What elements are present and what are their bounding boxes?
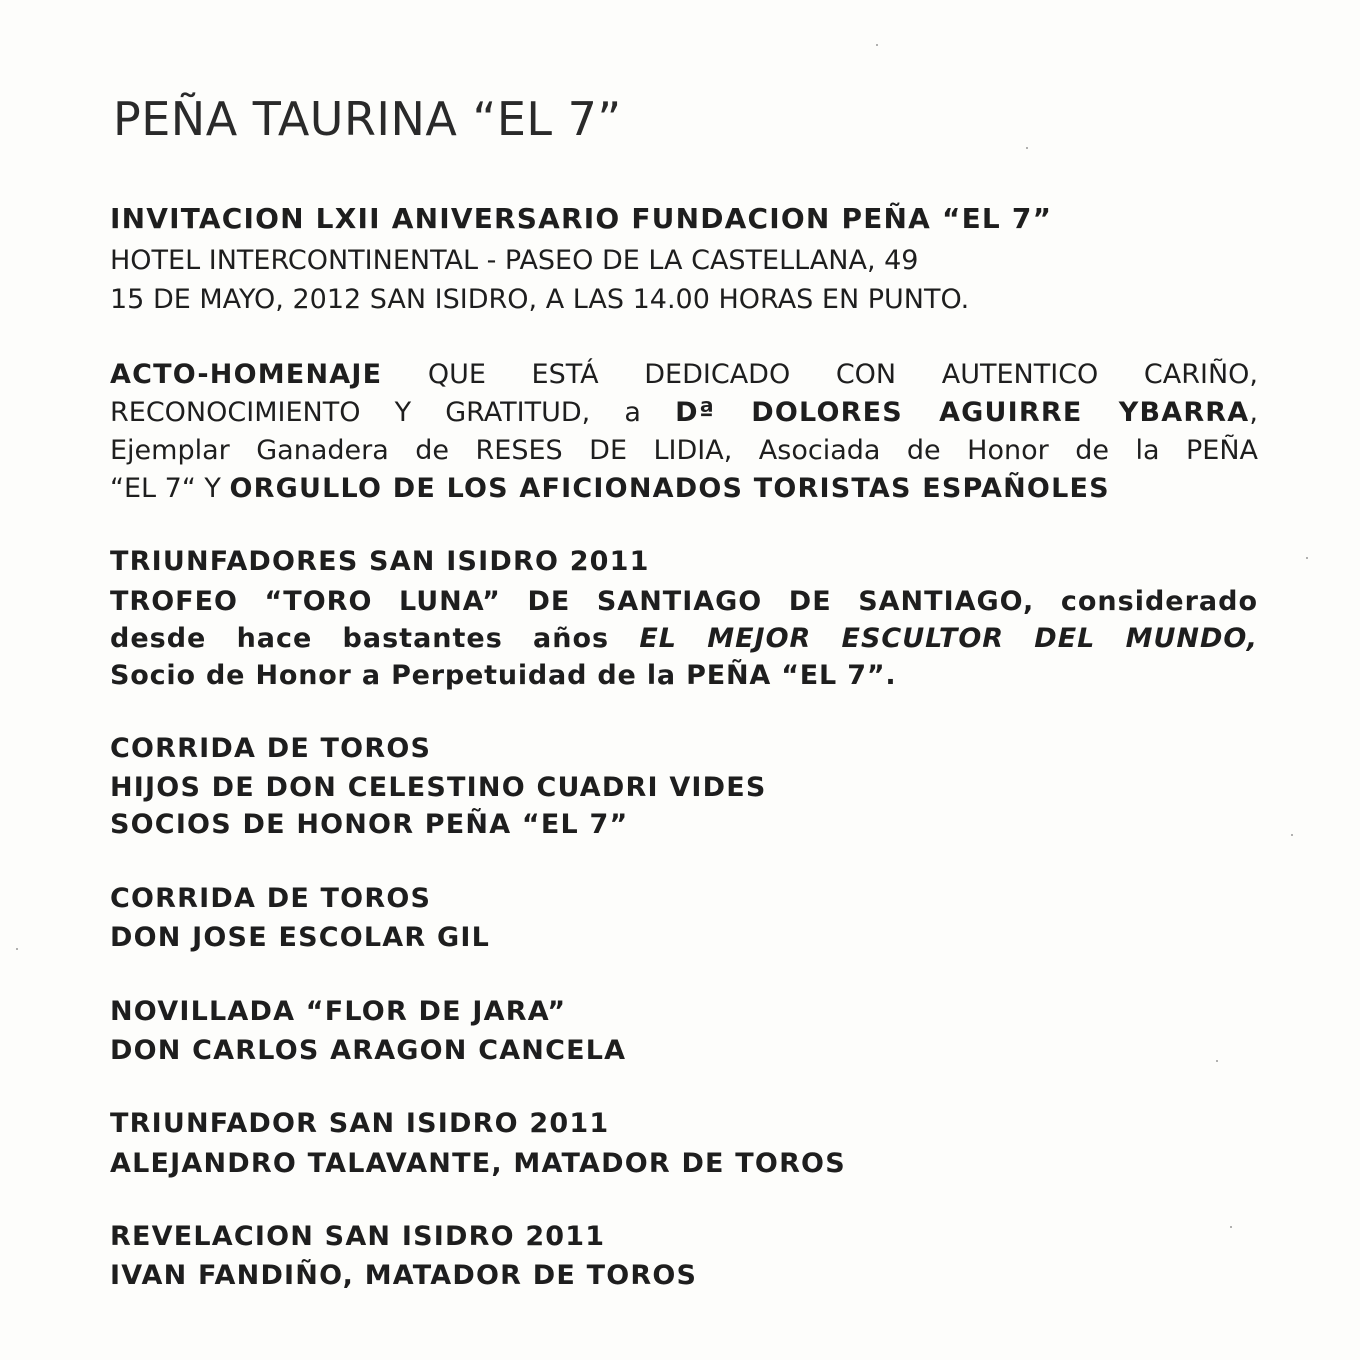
scan-speck [1291, 834, 1293, 836]
triunfadores-line-3: desde hace bastantes años EL MEJOR ESCULTOR DEL MUNDO, [110, 623, 1259, 654]
scan-speck [1026, 147, 1028, 149]
scan-speck [876, 44, 878, 46]
homenaje-label: ACTO-HOMENAJE [110, 359, 383, 390]
invitation-heading: INVITACION LXII ANIVERSARIO FUNDACION PEÑA “EL 7” [110, 202, 1053, 235]
triunfadores-line-2: TROFEO “TORO LUNA” DE SANTIAGO DE SANTIAGO, considerado [110, 586, 1258, 617]
document-title: PEÑA TAURINA “EL 7” [113, 92, 622, 146]
corrida1-ganaderia: HIJOS DE DON CELESTINO CUADRI VIDES [110, 772, 767, 803]
honoree-name: Dª DOLORES AGUIRRE YBARRA [675, 397, 1250, 428]
triunfadores-heading: TRIUNFADORES SAN ISIDRO 2011 [110, 546, 650, 577]
homenaje-line-3: Ejemplar Ganadera de RESES DE LIDIA, Asociada de Honor de la PEÑA [110, 435, 1258, 466]
corrida1-note: SOCIOS DE HONOR PEÑA “EL 7” [110, 809, 629, 840]
novillada-ganaderia: DON CARLOS ARAGON CANCELA [110, 1035, 627, 1066]
homenaje-line-4: “EL 7“ Y ORGULLO DE LOS AFICIONADOS TORISTAS ESPAÑOLES [110, 473, 1110, 504]
homenaje-line-1: ACTO-HOMENAJE QUE ESTÁ DEDICADO CON AUTENTICO CARIÑO, [110, 359, 1258, 390]
corrida2-ganaderia: DON JOSE ESCOLAR GIL [110, 922, 491, 953]
invitation-date: 15 DE MAYO, 2012 SAN ISIDRO, A LAS 14.00 HORAS EN PUNTO. [110, 284, 970, 315]
scan-speck [16, 948, 18, 950]
homenaje-line-2: RECONOCIMIENTO Y GRATITUD, a Dª DOLORES AGUIRRE YBARRA, [110, 397, 1258, 428]
novillada-heading: NOVILLADA “FLOR DE JARA” [110, 996, 567, 1027]
corrida1-heading: CORRIDA DE TOROS [110, 733, 432, 764]
sculptor-accolade: EL MEJOR ESCULTOR DEL MUNDO, [639, 623, 1259, 654]
scan-speck [1306, 557, 1308, 559]
triunfadores-line-4: Socio de Honor a Perpetuidad de la PEÑA “EL 7”. [110, 660, 897, 691]
revelacion-heading: REVELACION SAN ISIDRO 2011 [110, 1221, 606, 1252]
corrida2-heading: CORRIDA DE TOROS [110, 883, 432, 914]
triunfador-heading: TRIUNFADOR SAN ISIDRO 2011 [110, 1108, 610, 1139]
invitation-venue: HOTEL INTERCONTINENTAL - PASEO DE LA CASTELLANA, 49 [110, 245, 919, 276]
scan-speck [1230, 1226, 1232, 1228]
triunfador-name: ALEJANDRO TALAVANTE, MATADOR DE TOROS [110, 1148, 846, 1179]
revelacion-name: IVAN FANDIÑO, MATADOR DE TOROS [110, 1260, 698, 1291]
scan-speck [1216, 1060, 1218, 1062]
